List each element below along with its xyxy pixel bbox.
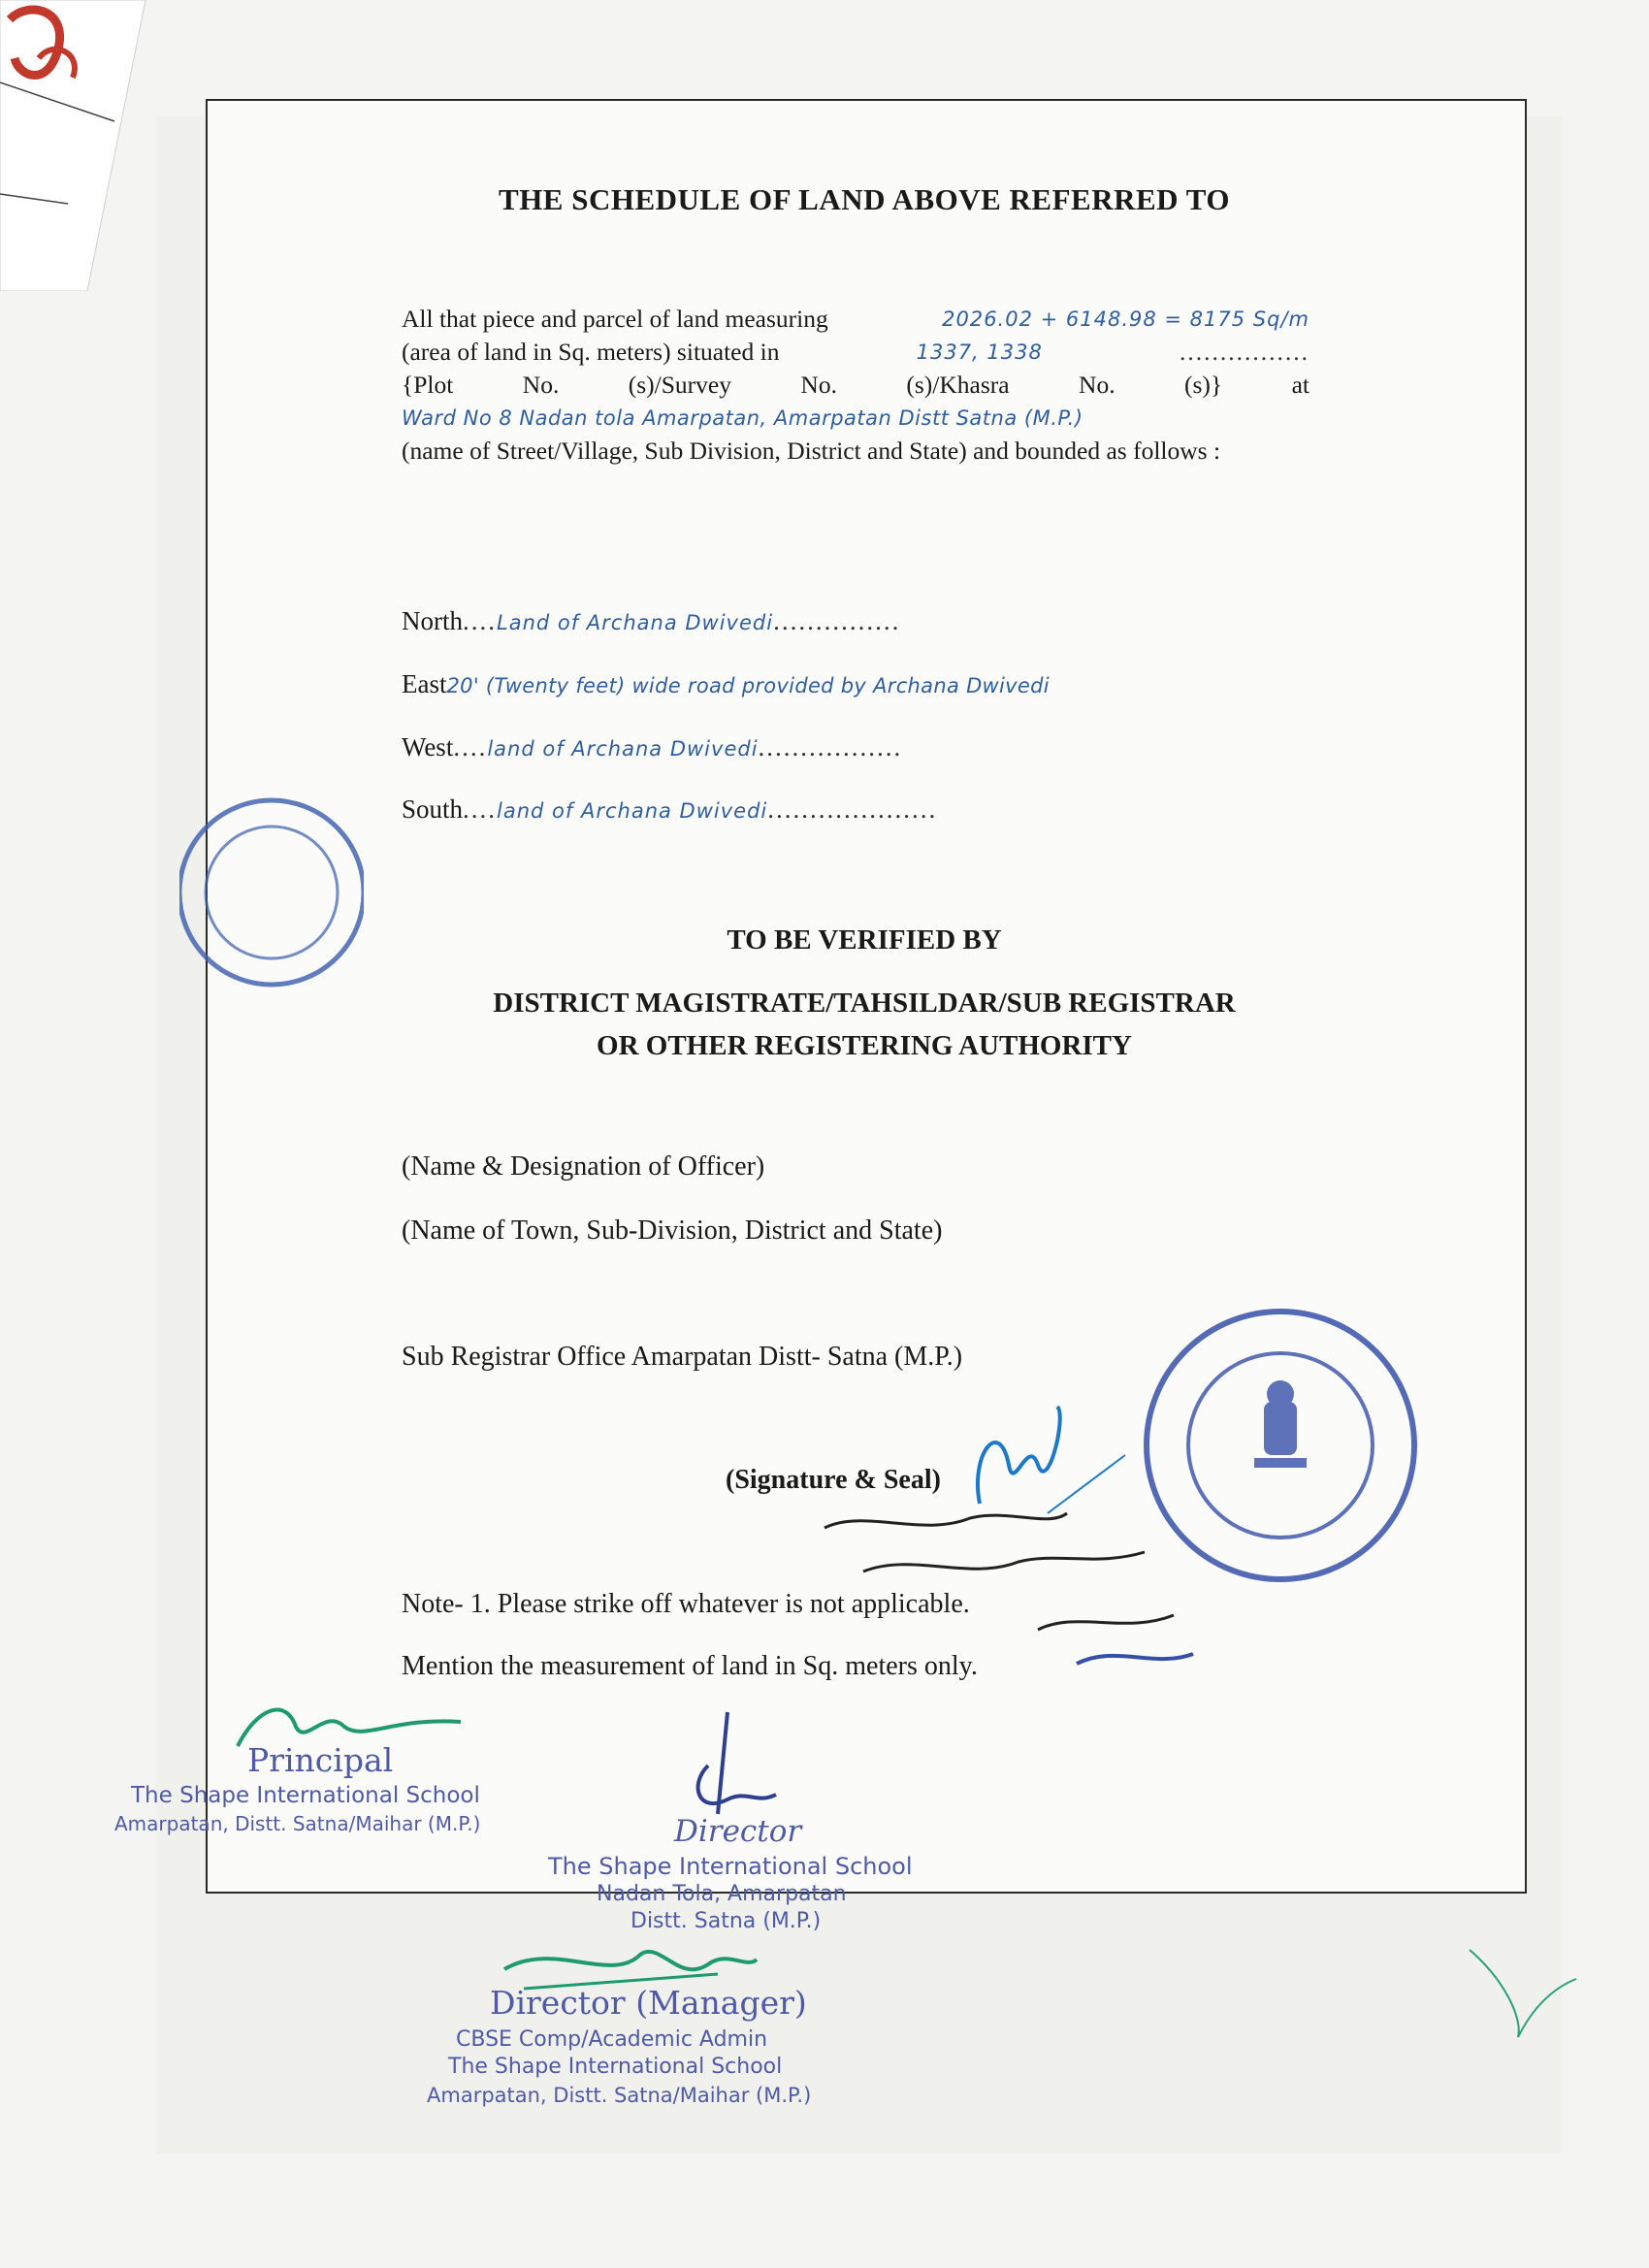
signature-seal-label: (Signature & Seal) — [726, 1465, 941, 1495]
dotted-fill: ............... — [773, 606, 901, 635]
boundary-east — [402, 669, 1050, 699]
handwritten-officer-name — [805, 1499, 1212, 1683]
plot-line: {Plot No. (s)/Survey No. (s)/Khasra No. (s)} at — [402, 371, 1310, 399]
boundary-north-value: Land of Archana Dwivedi — [497, 611, 774, 634]
manager-stamp-line2: The Shape International School — [448, 2055, 783, 2079]
boundary-east-value: 20' (Twenty feet) wide road provided by Archana Dwivedi — [446, 674, 1050, 697]
note-2: Mention the measurement of land in Sq. meters only. — [402, 1651, 978, 1681]
director-signature — [669, 1707, 786, 1824]
town-line: (Name of Town, Sub-Division, District and State) — [402, 1215, 943, 1246]
document-title: THE SCHEDULE OF LAND ABOVE REFERRED TO — [499, 182, 1230, 216]
director-stamp-line1: The Shape International School — [548, 1853, 913, 1880]
manager-stamp-line3: Amarpatan, Distt. Satna/Maihar (M.P.) — [427, 2084, 812, 2107]
boundary-south-value: land of Archana Dwivedi — [497, 799, 768, 823]
para-suffix: (name of Street/Village, Sub Division, District and State) and bounded as follows : — [402, 437, 1221, 465]
authority-heading-line1: DISTRICT MAGISTRATE/TAHSILDAR/SUB REGISTRAR — [493, 988, 1236, 1019]
boundary-south-label: South — [402, 794, 464, 824]
dotted-fill: .... — [463, 606, 497, 635]
dotted-fill: ................ — [1180, 338, 1310, 366]
boundary-east-label: East — [402, 669, 447, 698]
director-stamp-line3: Distt. Satna (M.P.) — [630, 1909, 822, 1933]
officer-line: (Name & Designation of Officer) — [402, 1151, 765, 1182]
land-description-paragraph — [402, 303, 1310, 468]
principal-title: Principal — [247, 1741, 394, 1779]
dotted-fill: ................. — [758, 732, 903, 761]
director-title: Director — [674, 1814, 802, 1849]
office-line: Sub Registrar Office Amarpatan Distt- Satna (M.P.) — [402, 1342, 963, 1372]
boundary-south — [402, 794, 937, 825]
principal-stamp-line1: The Shape International School — [131, 1783, 480, 1808]
verify-heading: TO BE VERIFIED BY — [727, 924, 1002, 956]
boundary-north-label: North — [402, 606, 463, 635]
dotted-fill: .................... — [767, 794, 938, 824]
boundary-north — [402, 606, 900, 636]
boundary-west — [402, 732, 902, 762]
measure-value: 2026.02 + 6148.98 = 8175 Sq/m — [942, 308, 1310, 331]
folded-corner — [0, 0, 204, 291]
boundary-west-value: land of Archana Dwivedi — [487, 737, 759, 761]
dotted-fill: .... — [463, 794, 498, 824]
manager-title: Director (Manager) — [490, 1984, 807, 2022]
check-mark — [1465, 1940, 1581, 2047]
address-value: Ward No 8 Nadan tola Amarpatan, Amarpatan Distt Satna (M.P.) — [402, 406, 1083, 430]
authority-heading-line2: OR OTHER REGISTERING AUTHORITY — [597, 1030, 1132, 1061]
note-1: Note- 1. Please strike off whatever is not applicable. — [402, 1589, 970, 1619]
principal-stamp-line2: Amarpatan, Distt. Satna/Maihar (M.P.) — [114, 1812, 481, 1835]
boundary-west-label: West — [402, 732, 454, 761]
director-stamp-line2: Nadan Tola, Amarpatan — [597, 1882, 847, 1906]
round-seal-left — [179, 747, 364, 1038]
para-mid: (area of land in Sq. meters) situated in — [402, 338, 780, 366]
dotted-fill: .... — [453, 732, 488, 761]
para-prefix: All that piece and parcel of land measuring — [402, 305, 828, 333]
manager-stamp-line1: CBSE Comp/Academic Admin — [456, 2027, 768, 2052]
plot-value: 1337, 1338 — [916, 340, 1043, 364]
